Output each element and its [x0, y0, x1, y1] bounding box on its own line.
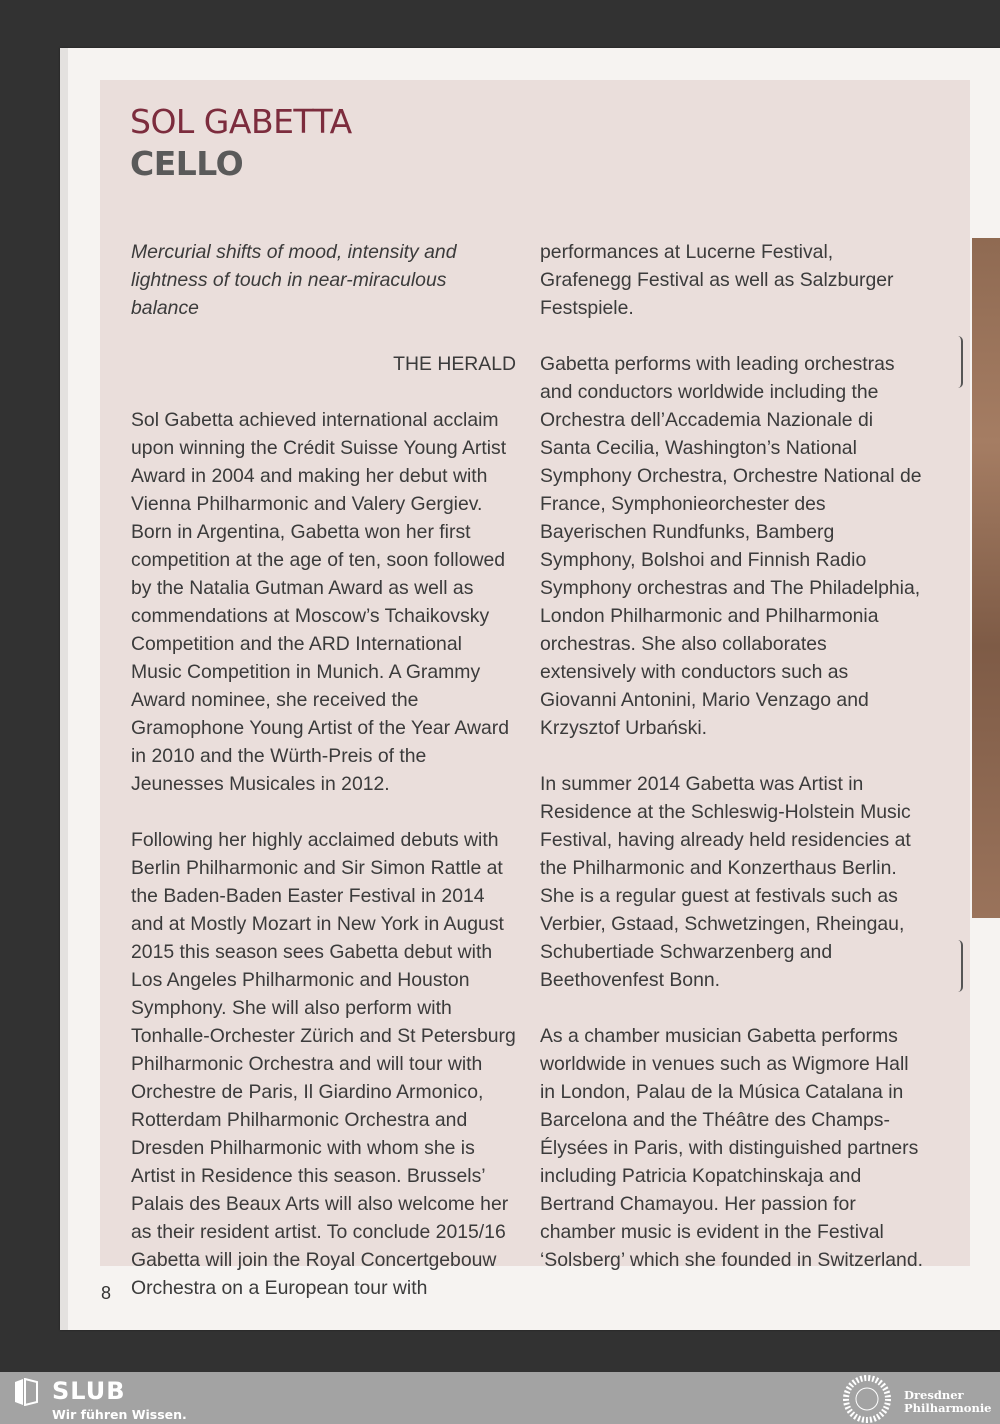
right-column: [540, 238, 925, 1302]
bio-paragraph: performances at Lucerne Festival, Grafenegg Festival as well as Salzburger Festspiele.: [540, 241, 894, 319]
partner-name: [904, 1389, 992, 1415]
portrait-photo-edge: [972, 238, 1000, 918]
bio-paragraph: Sol Gabetta achieved international acclaim upon winning the Crédit Suisse Young Artist Award in 2004 and making her debut with Vienna Philharmonic and Valery Gergiev. Born in Argentina, Gabetta won her first competition at the age of ten, soon followed by the Natalia Gutman Award as well as commendations at Moscow’s Tchaikovsky Competition and the ARD International Music Competition in Munich. A Grammy Award nominee, she received the Gramophone Young Artist of the Year Award in 2010 and the Würth-Preis of the Jeunesses Musicales in 2012.: [131, 409, 510, 795]
partner-name-line1: Dresdner: [904, 1388, 964, 1402]
slub-name: SLUB: [52, 1377, 126, 1405]
staple-bottom: [958, 940, 963, 992]
staple-top: [958, 336, 963, 388]
press-quote: Mercurial shifts of mood, intensity and lightness of touch in near-miraculous balance: [131, 241, 457, 319]
bio-paragraph: Gabetta performs with leading orchestras and conductors worldwide including the Orchestra dell’Accademia Nazionale di Santa Cecilia, Washington’s National Symphony Orchestra, Orchestre National de France, Symphonieorchester des Bayerischen Rundfunks, Bamberg Symphony, Bolshoi and Finnish Radio Symphony orchestras and The Philadelphia, London Philharmonic and Philharmonia orchestras. She also collaborates extensively with conductors such as Giovanni Antonini, Mario Venzago and Krzysztof Urbański.: [540, 353, 922, 739]
bio-paragraph: Following her highly acclaimed debuts with Berlin Philharmonic and Sir Simon Rattle at the Baden-Baden Easter Festival in 2014 and at Mostly Mozart in New York in August 2015 this season sees Gabetta debut with Los Angeles Philharmonic and Houston Symphony. She will also perform with Tonhalle-Orchester Zürich and St Petersburg Philharmonic Orchestra and will tour with Orchestre de Paris, Il Giardino Armonico, Rotterdam Philharmonic Orchestra and Dresden Philharmonic with whom she is Artist in Residence this season. Brussels’ Palais des Beaux Arts will also welcome her as their resident artist. To conclude 2015/16 Gabetta will join the Royal Concertgebouw Orchestra on a European tour with: [131, 829, 516, 1299]
page-edge: [60, 48, 68, 1330]
slub-logo-icon: [13, 1378, 39, 1406]
quote-source: THE HERALD: [393, 353, 516, 375]
left-column: [131, 238, 516, 1330]
page-number: 8: [101, 1283, 112, 1303]
dresdner-philharmonie-logo-icon: [842, 1375, 892, 1423]
partner-name-line2: Philharmonie: [904, 1401, 992, 1415]
artist-name: SOL GABETTA: [130, 102, 352, 141]
bio-paragraph: In summer 2014 Gabetta was Artist in Residence at the Schleswig-Holstein Music Festival, having already held residencies at the Philharmonic and Konzerthaus Berlin. She is a regular guest at festivals such as Verbier, Gstaad, Schwetzingen, Rheingau, Schubertiade Schwarzenberg and Beethovenfest Bonn.: [540, 773, 911, 991]
instrument-label: CELLO: [130, 144, 244, 183]
bio-paragraph: As a chamber musician Gabetta performs worldwide in venues such as Wigmore Hall in London, Palau de la Música Catalana in Barcelona and the Théâtre des Champs-Élysées in Paris, with distinguished partners including Patricia Kopatchinskaja and Bertrand Chamayou. Her passion for chamber music is evident in the Festival ‘Solsberg’ which she founded in Switzerland.: [540, 1025, 924, 1271]
slub-tagline: Wir führen Wissen.: [52, 1407, 187, 1422]
